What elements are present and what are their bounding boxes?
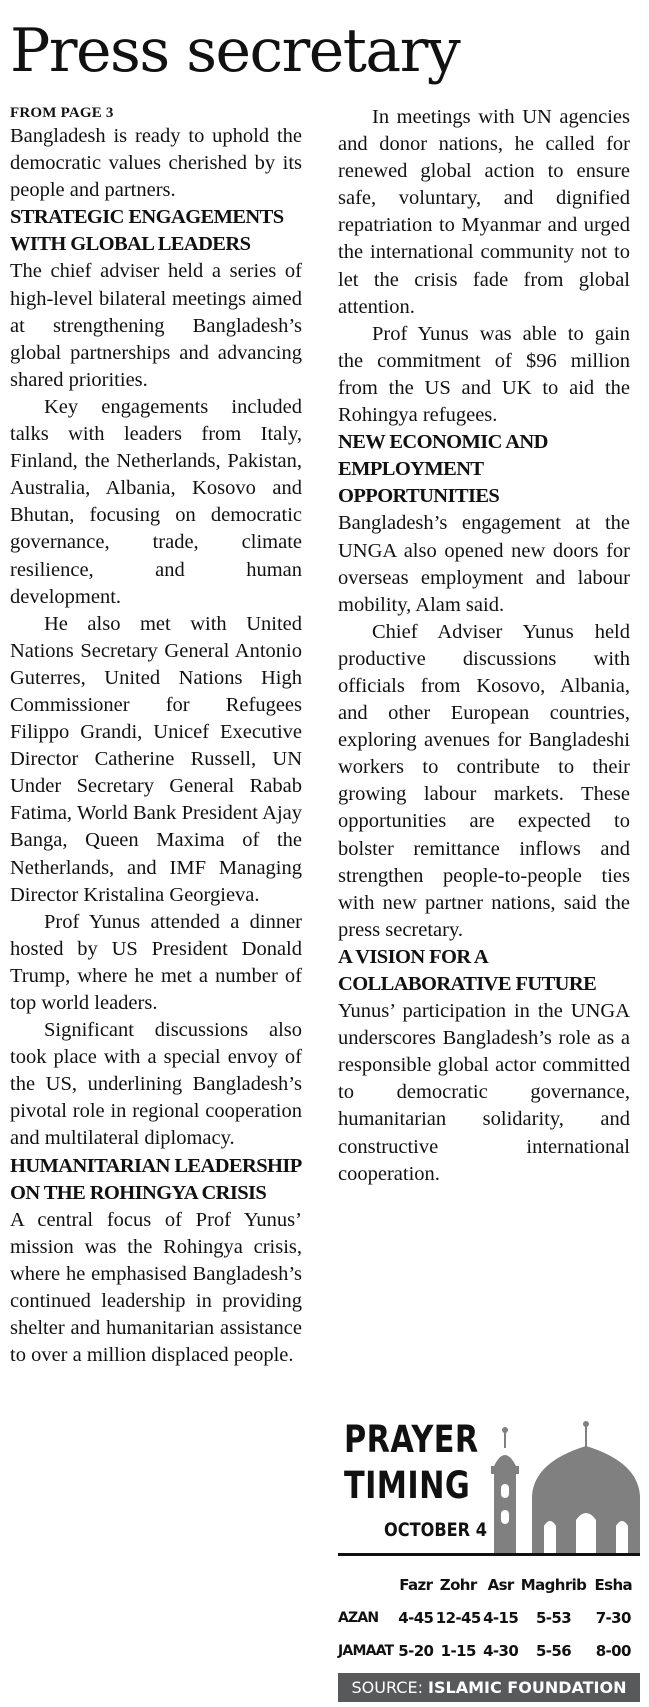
table-row (338, 1601, 640, 1634)
prayer-title-line2: TIMING (344, 1464, 471, 1507)
subheading-strategic-engagements: STRATEGIC ENGAGEMENTS WITH GLOBAL LEADERS (10, 206, 284, 256)
paragraph: Yunus’ participation in the UNGA underscores Bangladesh’s role as a responsible global actor committed to democratic governance, humanitarian solidarity, and constructive international cooperation. (338, 1000, 630, 1185)
corner-cell (338, 1568, 396, 1601)
column-header: Zohr (439, 1575, 477, 1594)
subheading-economic-opportunities: NEW ECONOMIC AND EMPLOYMENT OPPORTUNITIES (338, 431, 548, 508)
prayer-times-table (338, 1568, 640, 1667)
time-cell: 12-45 (435, 1608, 481, 1627)
subheading-collaborative-future: A VISION FOR A COLLABORATIVE FUTURE (338, 945, 597, 995)
time-cell: 7-30 (595, 1608, 631, 1627)
time-cell: 5-53 (535, 1608, 572, 1627)
time-cell: 4-45 (398, 1608, 434, 1627)
time-cell: 4-30 (483, 1641, 519, 1660)
row-label: JAMAAT (338, 1642, 394, 1659)
paragraph: Chief Adviser Yunus held productive discussions with officials from Kosovo, Albania, and other European countries, exploring avenues for Bangladeshi workers to contribute to their growing labour markets. These opportunities are expected to bolster remittance inflows and strengthen people-to-people ties with new partner nations, said the press secretary. (338, 620, 630, 941)
article-column-right (338, 104, 630, 1188)
prayer-title-line1: PRAYER (344, 1418, 479, 1461)
table-row (338, 1634, 640, 1667)
source-name: ISLAMIC FOUNDATION (428, 1678, 627, 1697)
paragraph: Bangladesh is ready to uphold the democratic values cherished by its people and partners. (10, 125, 302, 202)
column-header: Maghrib (520, 1575, 587, 1594)
paragraph: Prof Yunus attended a dinner hosted by US President Donald Trump, where he met a number of top world leaders. (10, 910, 302, 1014)
column-header: Asr (487, 1575, 514, 1594)
row-label: AZAN (338, 1609, 379, 1626)
subheading-humanitarian-leadership: HUMANITARIAN LEADERSHIP ON THE ROHINGYA CRISIS (10, 1154, 301, 1204)
article-column-left (10, 104, 302, 1369)
headline: Press secretary (10, 16, 460, 86)
paragraph: Key engagements included talks with leaders from Italy, Finland, the Netherlands, Pakistan, Australia, Albania, Kosovo and Bhutan, focusing on democratic governance, trade, climate resilience, and human development. (10, 395, 302, 608)
time-cell: 5-20 (398, 1641, 434, 1660)
prayer-date: OCTOBER 4 (384, 1519, 487, 1541)
continuation-kicker: FROM PAGE 3 (10, 105, 114, 121)
time-cell: 4-15 (483, 1608, 519, 1627)
paragraph: Significant discussions also took place with a special envoy of the US, underlining Bangladesh’s pivotal role in regional cooperation and multilateral diplomacy. (10, 1019, 302, 1150)
paragraph: A central focus of Prof Yunus’ mission was the Rohingya crisis, where he emphasised Bangladesh’s continued leadership in providing shelter and humanitarian assistance to over a million displaced people. (10, 1208, 302, 1367)
prayer-timing-box (338, 1414, 640, 1704)
time-cell: 8-00 (595, 1641, 631, 1660)
time-cell: 1-15 (440, 1641, 476, 1660)
paragraph: He also met with United Nations Secretary General Antonio Guterres, United Nations High Commissioner for Refugees Filippo Grandi, Unicef Executive Director Catherine Russell, UN Under Secretary General Rabab Fatima, World Bank President Ajay Banga, Queen Maxima of the Netherlands, and IMF Managing Director Kristalina Georgieva. (10, 612, 302, 906)
table-header-row (338, 1568, 640, 1601)
column-header: Fazr (399, 1575, 433, 1594)
source-label: SOURCE: (351, 1678, 423, 1697)
paragraph: The chief adviser held a series of high-level bilateral meetings aimed at strengthening Bangladesh’s global partnerships and advancing shared priorities. (10, 260, 302, 391)
time-cell: 5-56 (535, 1641, 572, 1660)
paragraph: Bangladesh’s engagement at the UNGA also opened new doors for overseas employment and labour mobility, Alam said. (338, 512, 630, 616)
paragraph: Prof Yunus was able to gain the commitment of $96 million from the US and UK to aid the Rohingya refugees. (338, 322, 630, 427)
column-header: Esha (594, 1575, 633, 1594)
mosque-icon (490, 1418, 640, 1554)
divider (338, 1553, 640, 1556)
source-bar (338, 1673, 640, 1702)
paragraph: In meetings with UN agencies and donor nations, he called for renewed global action to ensure safe, voluntary, and dignified repatriation to Myanmar and urged the international community not to let the crisis fade from global attention. (338, 106, 630, 318)
